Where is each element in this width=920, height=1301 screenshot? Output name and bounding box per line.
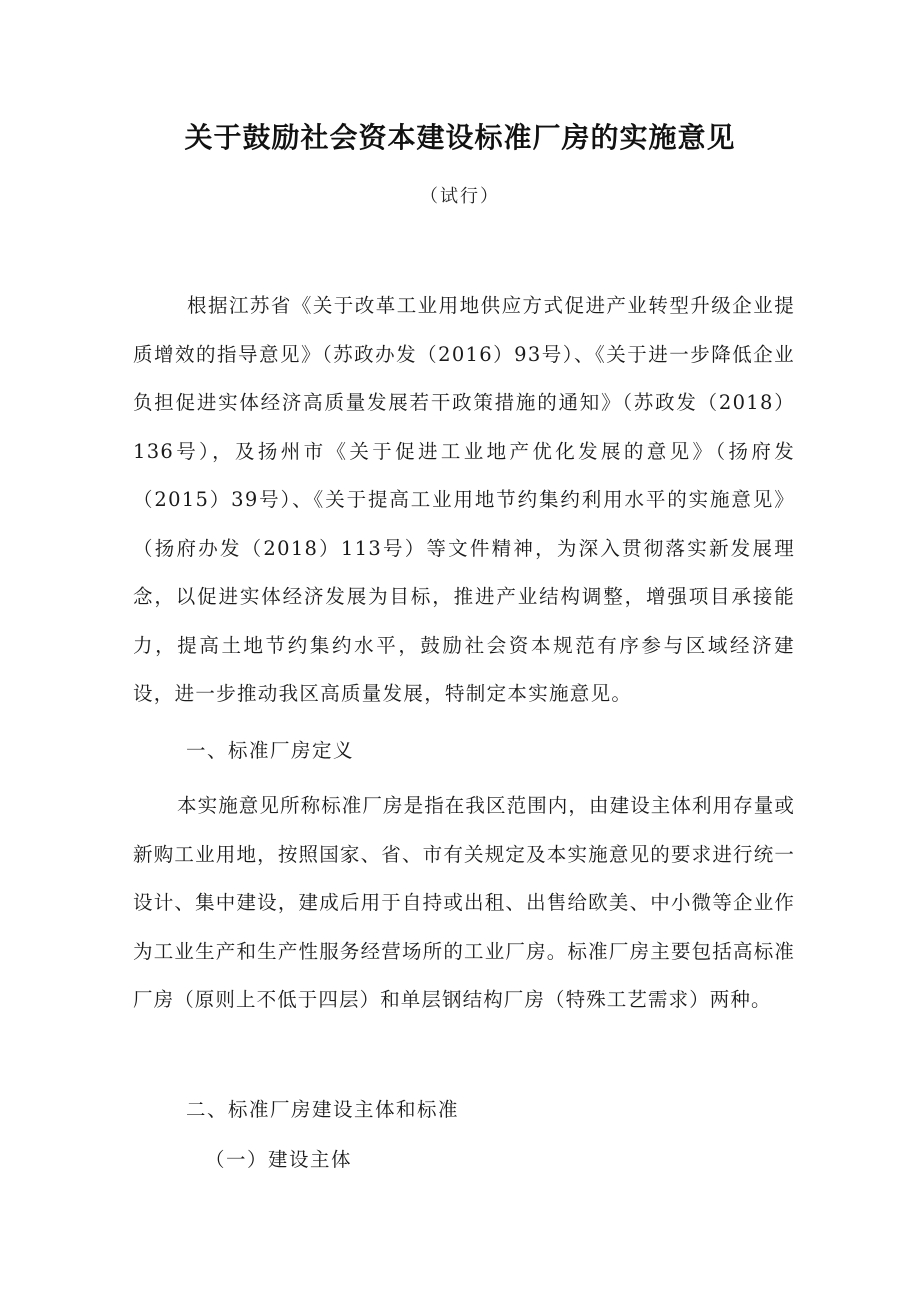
subsection-heading-construction-subject: （一）建设主体: [205, 1148, 353, 1171]
section-heading-definition: 一、标准厂房定义: [186, 739, 355, 762]
body-paragraph-definition: 本实施意见所称标准厂房是指在我区范围内，由建设主体利用存量或新购工业用地，按照国家、省、市有关规定及本实施意见的要求进行统一设计、集中建设，建成后用于自持或出租、出售给欧美、中小微等企业作为工业生产和生产性服务经营场所的工业厂房。标准厂房主要包括高标准厂房（原则上不低于四层）和单层钢结构厂房（特殊工艺需求）两种。: [133, 794, 796, 1011]
section-heading-subject-standard: 二、标准厂房建设主体和标准: [186, 1098, 460, 1121]
document-subtitle: （试行）: [420, 186, 500, 207]
document-title: 关于鼓励社会资本建设标准厂房的实施意见: [184, 121, 736, 154]
body-paragraph-basis: 根据江苏省《关于改革工业用地供应方式促进产业转型升级企业提质增效的指导意见》（苏政办发（2016）93号）、《关于进一步降低企业负担促进实体经济高质量发展若干政策措施的通知》（苏政发（2018）136号），及扬州市《关于促进工业地产优化发展的意见》（扬府发（2015）39号）、《关于提高工业用地节约集约利用水平的实施意见》（扬府办发（2018）113号）等文件精神，为深入贯彻落实新发展理念，以促进实体经济发展为目标，推进产业结构调整，增强项目承接能力，提高土地节约集约水平，鼓励社会资本规范有序参与区域经济建设，进一步推动我区高质量发展，特制定本实施意见。: [133, 294, 795, 705]
